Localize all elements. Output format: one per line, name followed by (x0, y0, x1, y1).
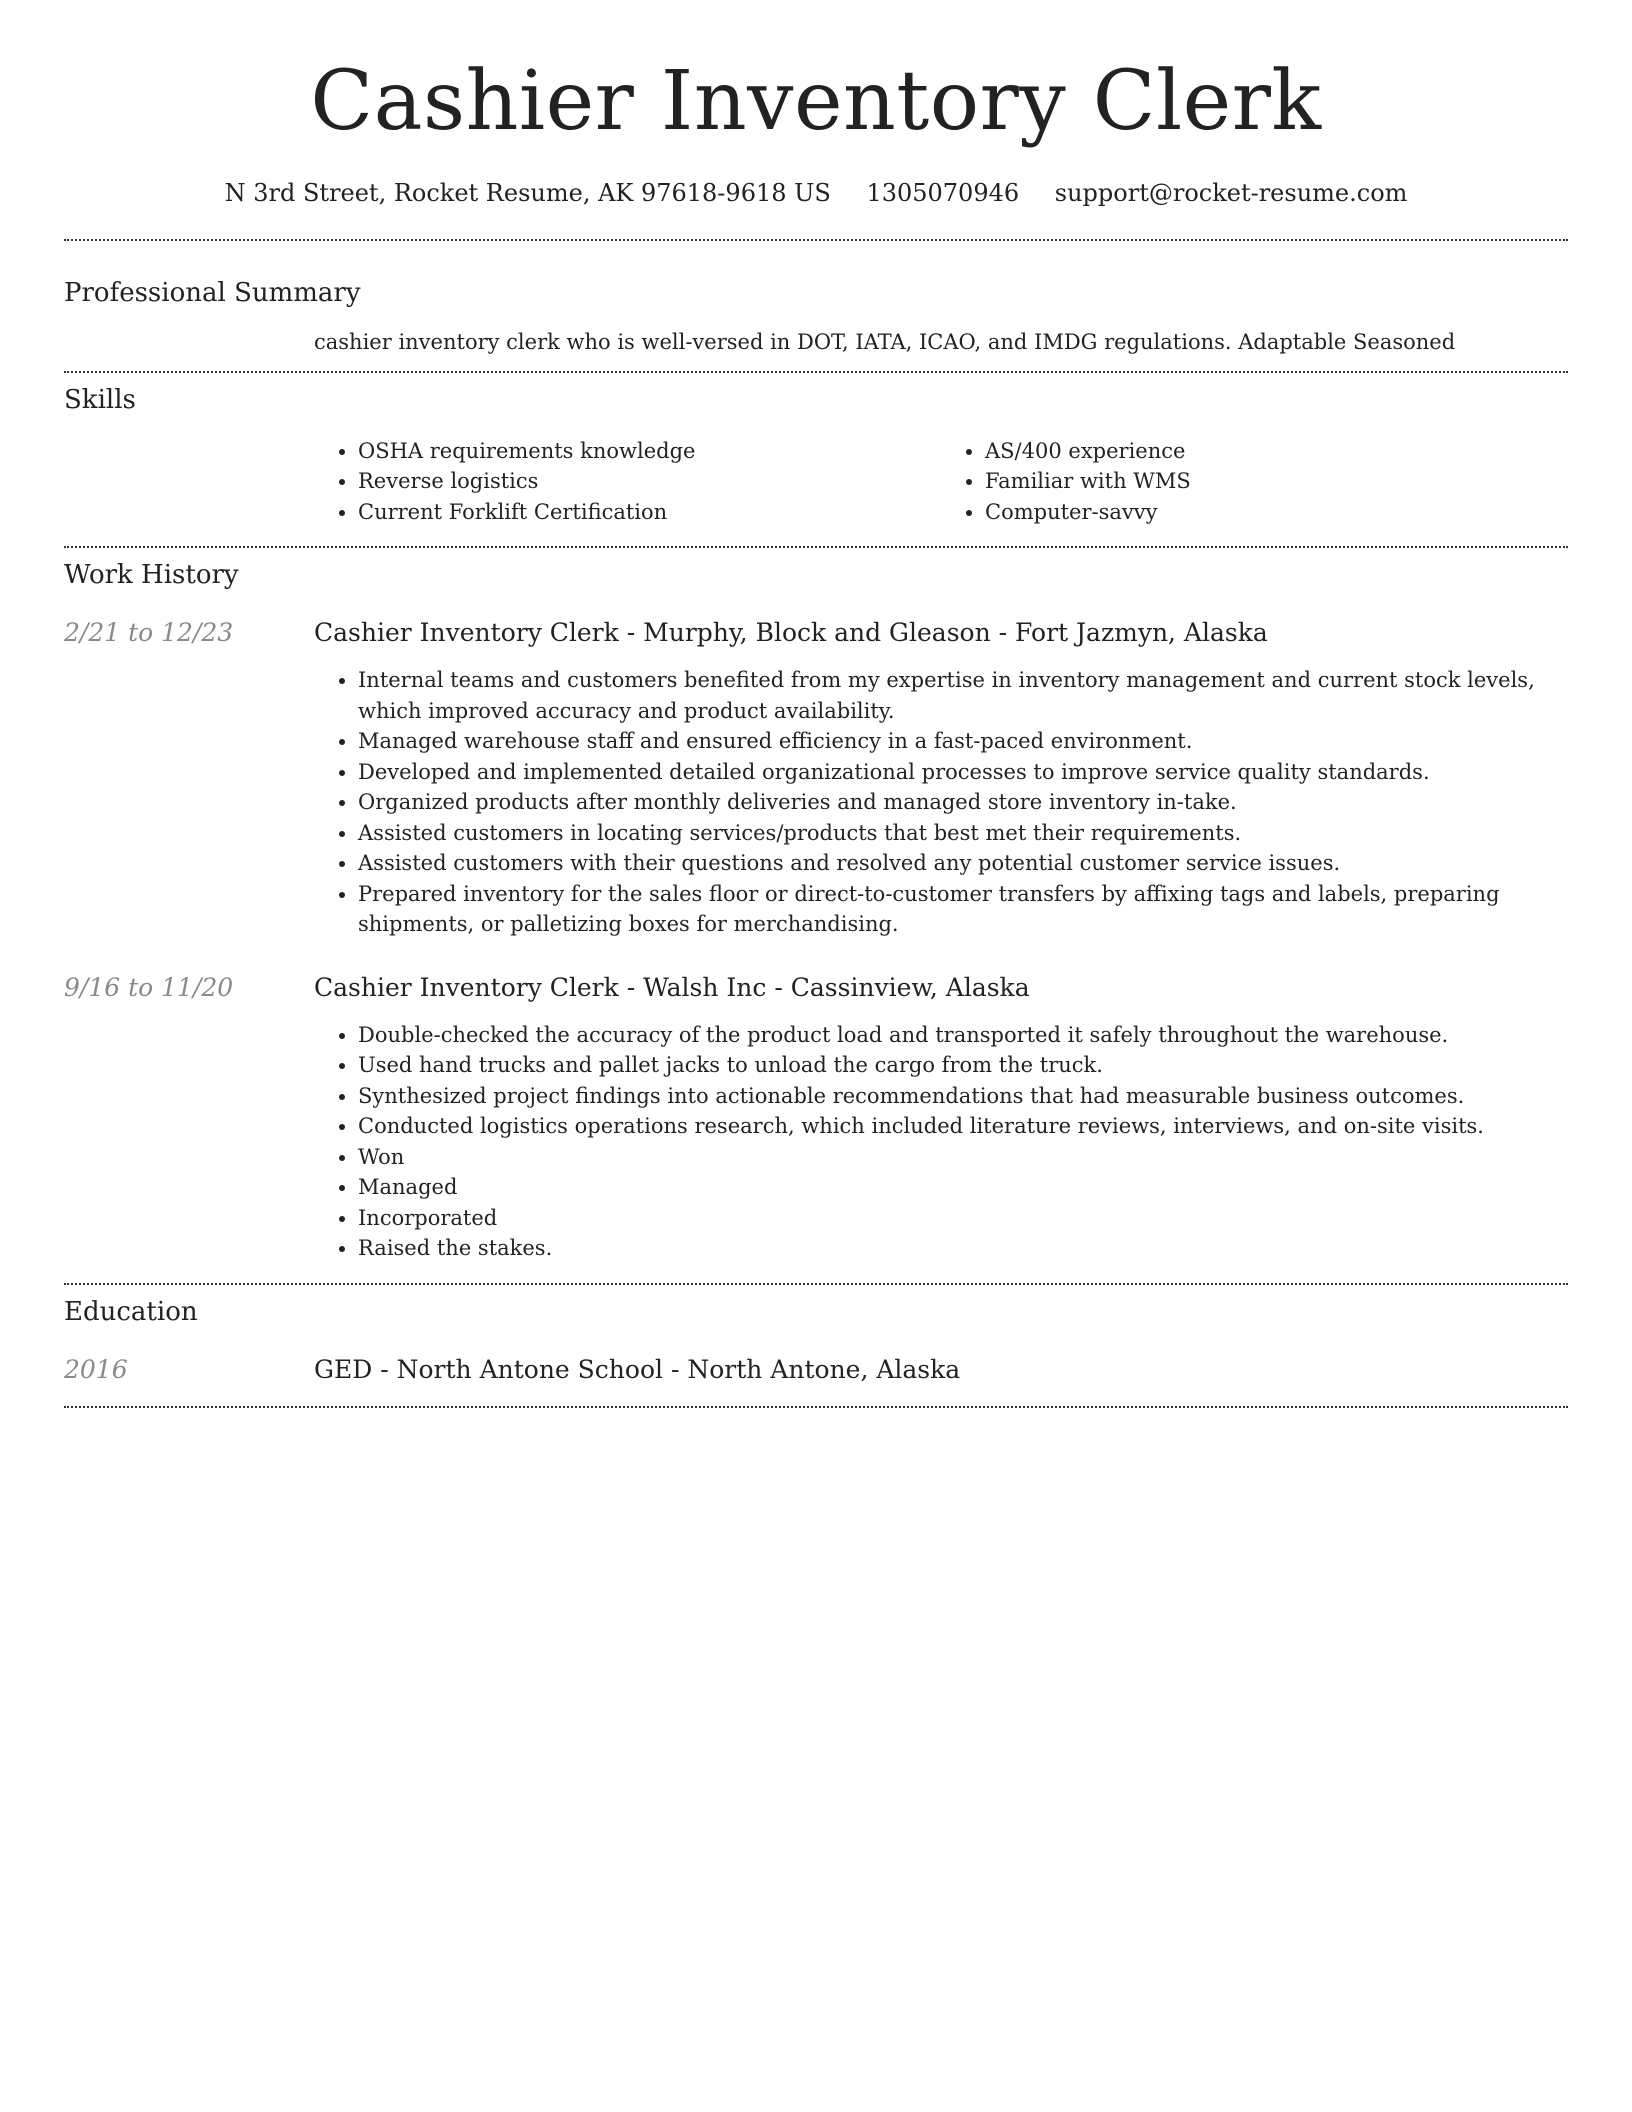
education-entry (64, 1354, 1568, 1386)
skill-item: • Reverse logistics (358, 466, 941, 497)
job-bullet: • Synthesized project findings into actionable recommendations that had measurable business outcomes. (358, 1081, 1568, 1112)
phone: 1305070946 (866, 179, 1020, 207)
skills-list-left (314, 436, 941, 528)
skill-item: • AS/400 experience (985, 436, 1568, 467)
job-bullet: • Organized products after monthly deliveries and managed store inventory in-take. (358, 787, 1568, 818)
job-bullet: • Developed and implemented detailed organizational processes to improve service quality standards. (358, 757, 1568, 788)
summary-row (64, 327, 1568, 358)
section-title-work: Work History (64, 560, 239, 590)
skill-item: • OSHA requirements knowledge (358, 436, 941, 467)
job-entry (64, 972, 1568, 1264)
education-year: 2016 (64, 1354, 128, 1384)
skills-row (64, 436, 1568, 528)
job-bullet: • Managed (358, 1172, 1568, 1203)
job-bullet: • Assisted customers with their questions and resolved any potential customer service issues. (358, 848, 1568, 879)
candidate-name: Cashier Inventory Clerk (310, 54, 1322, 149)
job-bullet: • Internal teams and customers benefited from my expertise in inventory management and current stock levels, which improved accuracy and product availability. (358, 665, 1568, 726)
job-heading: Cashier Inventory Clerk - Walsh Inc - Cassinview, Alaska (314, 972, 1030, 1002)
education-details (314, 1354, 1568, 1386)
skill-item: • Familiar with WMS (985, 466, 1568, 497)
skills-grid (314, 436, 1568, 528)
section-title-summary: Professional Summary (64, 278, 361, 308)
divider (64, 239, 1568, 241)
divider (64, 1406, 1568, 1408)
section-title-skills: Skills (64, 384, 136, 415)
divider (64, 1283, 1568, 1285)
summary-spacer (64, 327, 314, 358)
skill-item: • Current Forklift Certification (358, 497, 941, 528)
job-dates: 2/21 to 12/23 (64, 618, 234, 647)
address: N 3rd Street, Rocket Resume, AK 97618-9618 US (224, 179, 831, 207)
section-title-education: Education (64, 1296, 198, 1327)
job-bullet: • Conducted logistics operations research, which included literature reviews, interviews, and on-site visits. (358, 1111, 1568, 1142)
job-bullet: • Prepared inventory for the sales floor or direct-to-customer transfers by affixing tags and labels, preparing shipments, or palletizing boxes for merchandising. (358, 879, 1568, 940)
job-details (314, 972, 1568, 1264)
job-bullet: • Used hand trucks and pallet jacks to unload the cargo from the truck. (358, 1050, 1568, 1081)
job-heading: Cashier Inventory Clerk - Murphy, Block and Gleason - Fort Jazmyn, Alaska (314, 618, 1268, 647)
job-bullet: • Managed warehouse staff and ensured efficiency in a fast-paced environment. (358, 726, 1568, 757)
job-bullets (314, 1020, 1568, 1264)
divider (64, 546, 1568, 548)
job-entry (64, 617, 1568, 940)
email: support@rocket-resume.com (1054, 179, 1408, 207)
job-bullet: • Incorporated (358, 1203, 1568, 1234)
contact-line (64, 178, 1568, 208)
skills-spacer (64, 436, 314, 528)
job-bullet: • Raised the stakes. (358, 1233, 1568, 1264)
skill-item: • Computer-savvy (985, 497, 1568, 528)
job-bullet: • Assisted customers in locating services/products that best met their requirements. (358, 818, 1568, 849)
job-details (314, 617, 1568, 940)
education-heading: GED - North Antone School - North Antone, Alaska (314, 1354, 961, 1384)
divider (64, 371, 1568, 373)
job-bullet: • Double-checked the accuracy of the product load and transported it safely throughout the warehouse. (358, 1020, 1568, 1051)
summary-text: cashier inventory clerk who is well-versed in DOT, IATA, ICAO, and IMDG regulations. Adaptable Seasoned (314, 330, 1456, 354)
job-bullet: • Won (358, 1142, 1568, 1173)
job-bullets (314, 665, 1568, 940)
job-dates: 9/16 to 11/20 (64, 972, 234, 1002)
skills-list-right (941, 436, 1568, 528)
